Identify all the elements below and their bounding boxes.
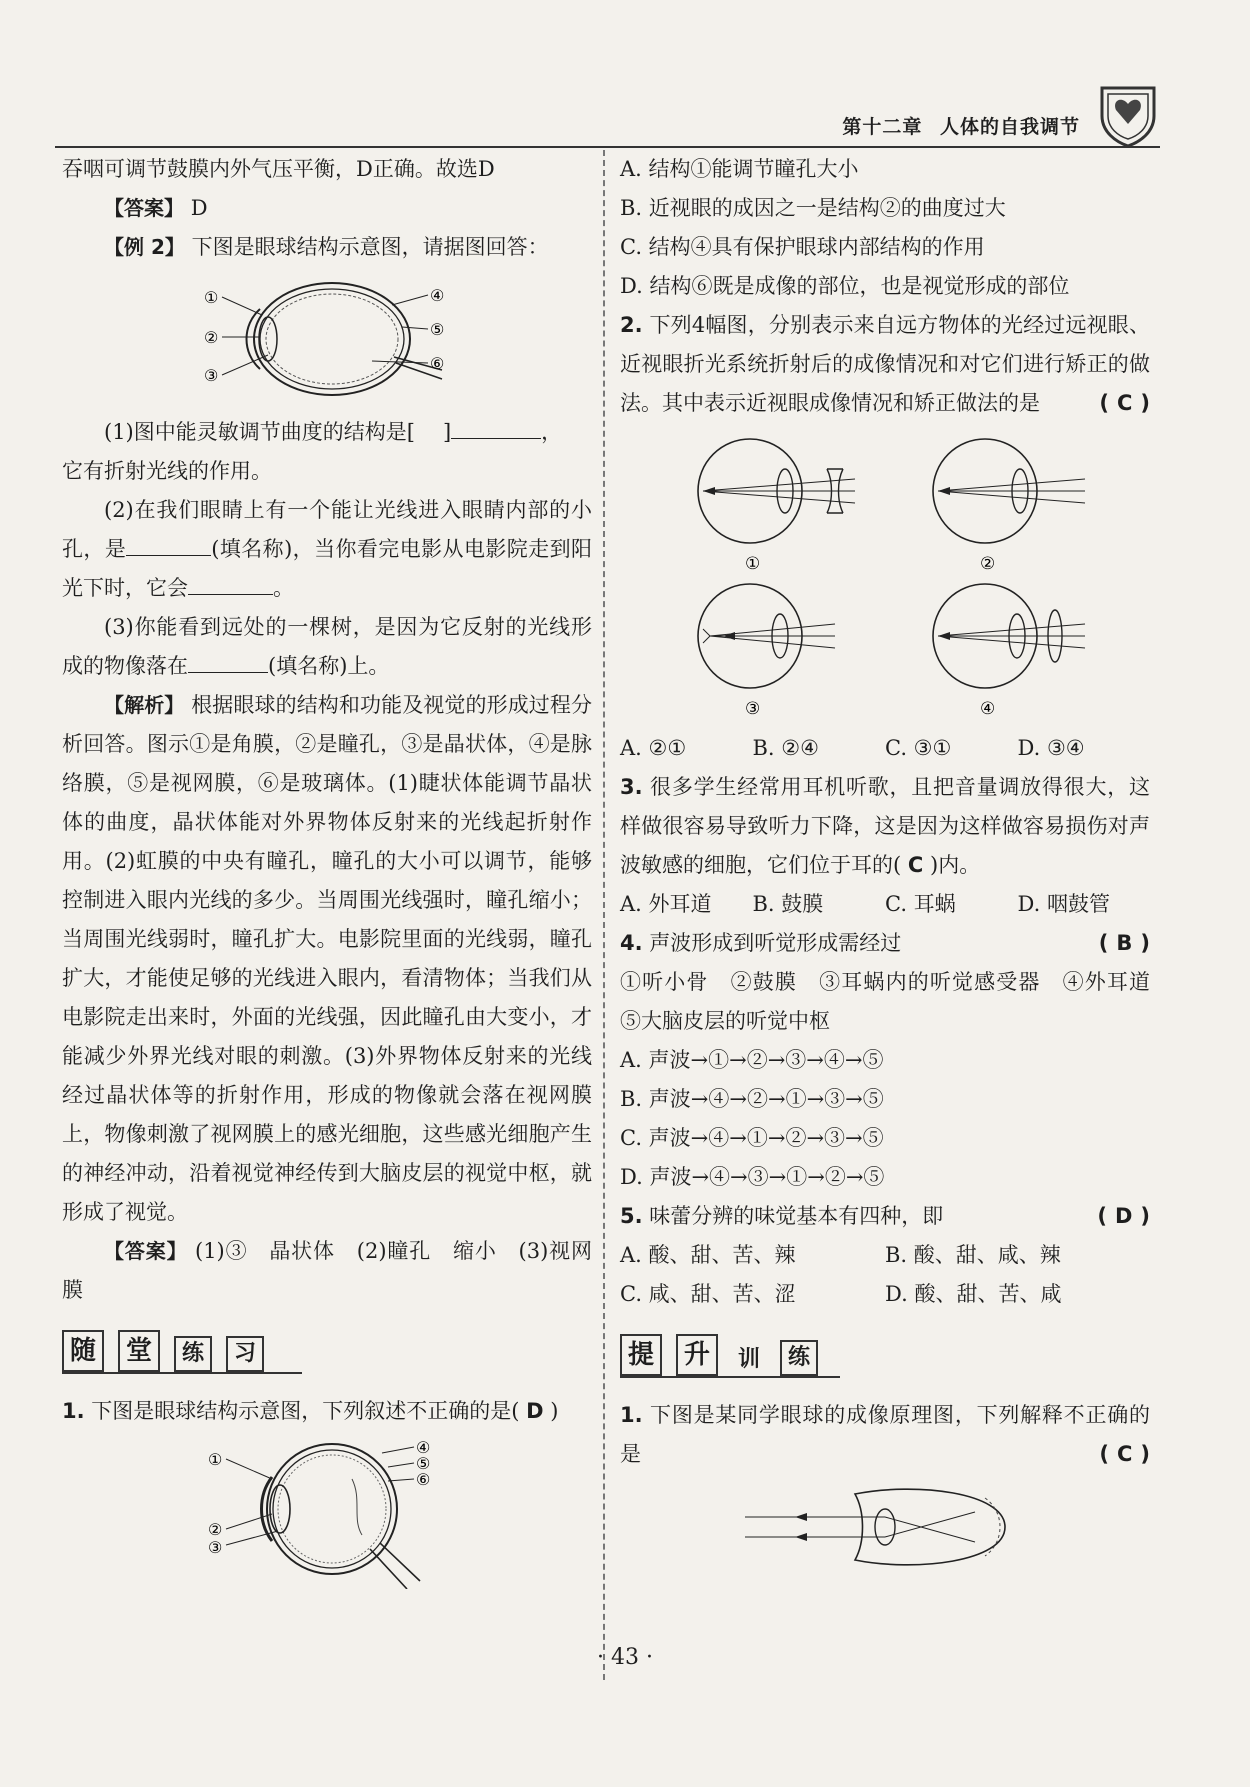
question-2-right: [620, 306, 1150, 423]
question-4-right: [620, 924, 1150, 963]
q4-option-c[interactable]: C. 声波→④→①→②→③→⑤: [620, 1126, 884, 1150]
fig1-label-4: ④: [430, 286, 445, 305]
exercise-answer: D: [526, 1399, 544, 1423]
lens-diagram-3: [698, 584, 835, 719]
q3-blank[interactable]: [188, 650, 268, 673]
left-column: [62, 150, 592, 1597]
q1-text: (1)图中能灵敏调节曲度的结构是[: [104, 420, 415, 444]
q3-stem: 很多学生经常用耳机听歌，且把音量调放得很大，这样做很容易导致听力下降，这是因为这样做容易损伤对声波敏感的细胞，它们位于耳的(: [620, 775, 1150, 877]
fig1-label-1: ①: [204, 288, 219, 307]
t1-answer-value: C: [1116, 1442, 1133, 1466]
t1-number: 1.: [620, 1403, 643, 1427]
chapter-title: [832, 112, 1080, 139]
fig2-label-5: ⑤: [416, 1454, 431, 1473]
lens-label-1: ①: [745, 554, 761, 574]
q4-stem: 声波形成到听觉形成需经过: [649, 931, 902, 955]
analysis: [62, 686, 592, 1232]
q3-close: )内。: [930, 853, 981, 877]
q2-options: [620, 729, 1150, 768]
publisher-logo-icon: [1096, 82, 1160, 148]
eye-diagram-1: [202, 275, 452, 405]
fig1-label-6: ⑥: [430, 354, 445, 373]
fig1-label-2: ②: [204, 328, 219, 347]
section2-char-4: 练: [780, 1340, 818, 1376]
q2-answer: ( C ): [1099, 391, 1150, 415]
section2-char-1: 提: [620, 1334, 662, 1376]
q2-blank-1[interactable]: [126, 533, 211, 556]
q1-blank[interactable]: [451, 416, 541, 439]
section-practice-heading: [62, 1328, 302, 1374]
page-header: [55, 100, 1160, 148]
q4-answer: ( B ): [1098, 931, 1150, 955]
eye-diagram-2: [202, 1439, 452, 1589]
q3-option-d[interactable]: D. 咽鼓管: [1017, 892, 1110, 916]
example-2: [62, 228, 592, 267]
answer-2: [62, 1232, 592, 1310]
q2-option-b[interactable]: B. ②④: [752, 736, 819, 760]
section1-char-2: 堂: [118, 1330, 160, 1372]
section1-char-4: 习: [226, 1336, 264, 1372]
fig2-label-4: ④: [416, 1439, 431, 1457]
q2-option-d[interactable]: D. ③④: [1017, 736, 1085, 760]
q5-option-d[interactable]: D. 酸、甜、苦、咸: [885, 1282, 1062, 1306]
q3-text-2: (填名称)上。: [268, 654, 390, 678]
analysis-text: 根据眼球的结构和功能及视觉的形成过程分析回答。图示①是角膜，②是瞳孔，③是晶状体，④是脉络膜，⑤是视网膜，⑥是玻璃体。(1)睫状体能调节晶状体的曲度，晶状体能对外界物体反射来的光线起折射作用。(2)虹膜的中央有瞳孔，瞳孔的大小可以调节，能够控制进入眼内光线的多少。当周围光线强时，瞳孔缩小；当周围光线弱时，瞳孔扩大。电影院里面的光线弱，瞳孔扩大，才能使足够的光线进入眼内，看清物体；当我们从电影院走出来时，外面的光线强，因此瞳孔由大变小，才能减少外界光线对眼的刺激。(3)外界物体反射来的光线经过晶状体等的折射作用，形成的物像就会落在视网膜上，物像刺激了视网膜上的感光细胞，这些感光细胞产生的神经冲动，沿着视觉神经传到大脑皮层的视觉中枢，就形成了视觉。: [62, 693, 592, 1224]
q3-answer: C: [907, 853, 924, 877]
question-1: [62, 413, 592, 491]
option-c[interactable]: C. 结构④具有保护眼球内部结构的作用: [620, 235, 985, 259]
q4-answer-value: B: [1116, 931, 1133, 955]
right-column: [620, 150, 1171, 1580]
lens-diagram-2: [933, 439, 1085, 574]
q5-answer: ( D ): [1097, 1204, 1150, 1228]
q5-options-row-2: [620, 1275, 1150, 1314]
q3-option-a[interactable]: A. 外耳道: [620, 892, 712, 916]
lens-label-3: ③: [745, 699, 761, 719]
option-a[interactable]: A. 结构①能调节瞳孔大小: [620, 157, 859, 181]
option-d[interactable]: D. 结构⑥既是成像的部位，也是视觉形成的部位: [620, 274, 1070, 298]
q5-stem: 味蕾分辨的味觉基本有四种，即: [649, 1204, 944, 1228]
chapter-name: 人体的自我调节: [939, 116, 1080, 138]
example-tag: 【例 2】: [104, 235, 185, 259]
q4-option-b[interactable]: B. 声波→④→②→①→③→⑤: [620, 1087, 884, 1111]
q2-text: (2)在我们眼睛上有一个能让光线进入眼睛内部的小孔，是: [62, 498, 592, 561]
t1-stem: 下图是某同学眼球的成像原理图，下列解释不正确的是: [620, 1403, 1150, 1466]
analysis-tag: 【解析】: [104, 693, 185, 717]
fig2-label-6: ⑥: [416, 1470, 431, 1489]
q4-items: ①听小骨 ②鼓膜 ③耳蜗内的听觉感受器 ④外耳道 ⑤大脑皮层的听觉中枢: [620, 970, 1171, 1033]
lens-diagram-4: [933, 584, 1085, 719]
q3-option-b[interactable]: B. 鼓膜: [752, 892, 824, 916]
fig2-label-3: ③: [208, 1538, 223, 1557]
q3-number: 3.: [620, 775, 643, 799]
q1-bracket-close: ]: [442, 420, 452, 444]
q2-blank-2[interactable]: [188, 572, 273, 595]
q3-option-c[interactable]: C. 耳蜗: [885, 892, 956, 916]
section2-char-3: 训: [732, 1344, 766, 1376]
exercise-close: ): [550, 1399, 559, 1423]
question-3-right: [620, 768, 1150, 885]
lens-diagram-1: [698, 439, 855, 574]
answer-value: D: [190, 196, 208, 220]
fig1-label-3: ③: [204, 366, 219, 385]
q4-option-a[interactable]: A. 声波→①→②→③→④→⑤: [620, 1048, 884, 1072]
answer-tag-2: 【答案】: [104, 1239, 188, 1263]
fig2-label-2: ②: [208, 1520, 223, 1539]
q5-answer-value: D: [1114, 1204, 1133, 1228]
t1-answer: ( C ): [1099, 1442, 1150, 1466]
q5-options-row-1: [620, 1236, 1150, 1275]
section1-char-3: 练: [174, 1336, 212, 1372]
page-number: · 43 ·: [597, 1645, 653, 1670]
section-advanced-heading: [620, 1332, 840, 1378]
section1-char-1: 随: [62, 1330, 104, 1372]
training-1: [620, 1396, 1150, 1474]
exercise-1: [62, 1392, 592, 1431]
chapter-number: 第十二章: [842, 116, 923, 138]
answer-value-2: (1)③ 晶状体 (2)瞳孔 缩小 (3)视网膜: [62, 1239, 593, 1302]
fig2-label-1: ①: [208, 1450, 223, 1469]
q2-stem: 下列4幅图，分别表示来自远方物体的光经过远视眼、近视眼折光系统折射后的成像情况和对它们进行矫正的做法。其中表示近视眼成像情况和矫正做法的是: [620, 313, 1150, 415]
exercise-text: 下图是眼球结构示意图，下列叙述不正确的是(: [91, 1399, 520, 1423]
fig1-label-5: ⑤: [430, 320, 445, 339]
question-2: [62, 491, 592, 608]
question-5-right: [620, 1197, 1150, 1236]
lens-label-4: ④: [980, 699, 996, 719]
section2-char-2: 升: [676, 1334, 718, 1376]
paragraph-continuation: 吞咽可调节鼓膜内外气压平衡，D正确。故选D: [62, 157, 495, 181]
q4-option-d[interactable]: D. 声波→④→③→①→②→⑤: [620, 1165, 885, 1189]
q3-text: (3)你能看到远处的一棵树，是因为它反射的光线形成的物像落在: [62, 615, 592, 678]
q2-text-2: (填名称)，当你看完电影从电影院走到阳光下时，它会: [62, 537, 592, 600]
q2-answer-value: C: [1116, 391, 1133, 415]
question-3: [62, 608, 592, 686]
example-text: 下图是眼球结构示意图，请据图回答：: [191, 235, 549, 259]
column-divider: [603, 150, 605, 1680]
lens-label-2: ②: [980, 554, 996, 574]
q1-comma: ，: [541, 420, 563, 444]
q2-number: 2.: [620, 313, 643, 337]
q5-number: 5.: [620, 1204, 643, 1228]
q5-option-a[interactable]: A. 酸、甜、苦、辣: [620, 1243, 796, 1267]
q5-option-b[interactable]: B. 酸、甜、咸、辣: [885, 1243, 1061, 1267]
q1-text-2: 它有折射光线的作用。: [62, 459, 272, 483]
exercise-number: 1.: [62, 1399, 85, 1423]
lens-diagrams: [655, 431, 1115, 721]
q5-option-c[interactable]: C. 咸、甜、苦、涩: [620, 1282, 796, 1306]
q2-option-a[interactable]: A. ②①: [620, 736, 687, 760]
q4-number: 4.: [620, 931, 643, 955]
q3-options: [620, 885, 1150, 924]
q2-period: 。: [273, 576, 294, 600]
q2-option-c[interactable]: C. ③①: [885, 736, 952, 760]
eye-imaging-diagram: [735, 1482, 1035, 1572]
answer-tag: 【答案】: [104, 196, 184, 220]
answer-1: [62, 189, 592, 228]
option-b[interactable]: B. 近视眼的成因之一是结构②的曲度过大: [620, 196, 1006, 220]
